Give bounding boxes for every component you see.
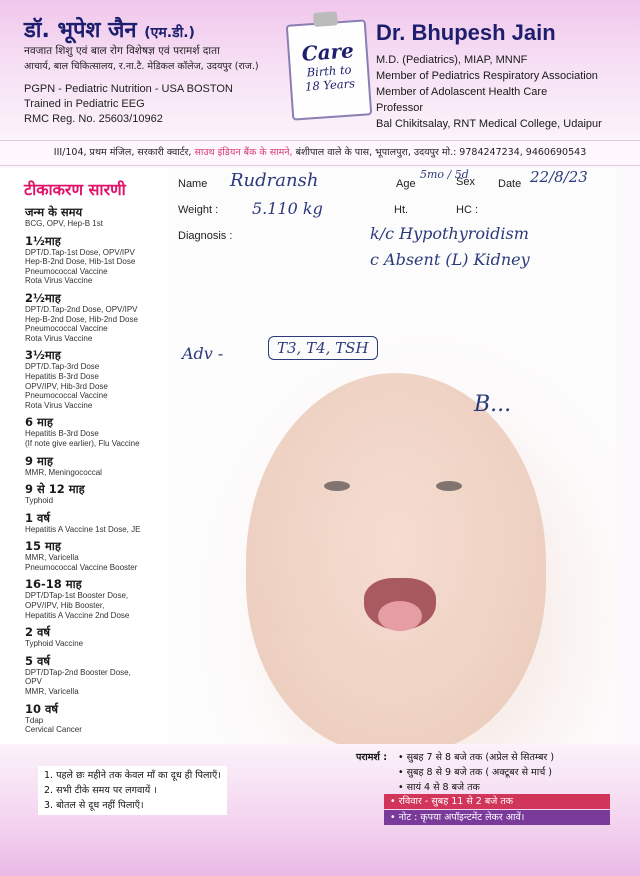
height-label: Ht. [394,204,409,216]
address-landmark: साउथ इंडियन बैंक के सामने, [194,147,293,158]
paramarsh-label: परामर्श : [356,752,387,763]
diagnosis-line1: k/c Hypothyroidism [370,224,529,243]
schedule-vaccine: Hepatitis A Vaccine 1st Dose, JE [25,524,141,534]
note-band: • नोट : कृपया अपॉइन्टमेंट लेकर आवें। [384,810,610,825]
weight-label: Weight : [178,204,219,216]
hc-label: HC : [456,204,478,216]
schedule-age: 10 वर्ष [25,701,59,716]
baby-right-eye [436,481,462,491]
schedule-vaccine: Hepatitis A Vaccine 2nd Dose [25,610,130,620]
name-value: Rudransh [230,170,319,191]
schedule-vaccine: Cervical Cancer [25,725,82,735]
schedule-vaccine: DPT/DTap-1st Booster Dose, [25,591,129,601]
schedule-vaccine: OPV/IPV, Hib-3rd Dose [25,381,108,391]
schedule-age: 9 से 12 माह [25,482,85,497]
address-contact: बंशीपाल वाले के पास, भूपालपुरा, उदयपुर मो.: 9784247234, 9460690543 [295,147,587,158]
advice-label: Adv - [182,344,224,363]
timing-list [398,750,554,795]
schedule-vaccine: DPT/D.Tap-3rd Dose [25,362,100,372]
membership-2: Member of Adolascent Health Care [376,86,548,98]
doctor-name-hindi-text: डॉ. भूपेश जैन [24,18,137,43]
sex-label: Sex [456,176,475,188]
schedule-vaccine: BCG, OPV, Hep-B 1st [25,219,103,228]
vaccination-sidebar [0,168,169,744]
footer [0,744,640,876]
schedule-vaccine: Pneumococcal Vaccine Booster [25,562,138,572]
schedule-vaccine: OPV [25,677,42,687]
schedule-vaccine: OPV/IPV, Hib Booster, [25,601,105,611]
timing-item: • सायं 4 से 8 बजे तक [398,782,480,793]
consultation-timings [356,750,387,765]
advice-item: 3. बोतल से दूध नहीं पिलाएँ। [44,800,144,811]
letterhead-left [24,14,294,127]
schedule-vaccine: Hepatitis B-3rd Dose [25,371,99,381]
schedule-vaccine: DPT/D.Tap-2nd Dose, OPV/IPV [25,304,138,314]
schedule-vaccine: Typhoid Vaccine [25,639,84,649]
schedule-vaccine: DPT/D.Tap-1st Dose, OPV/IPV [25,247,135,257]
diagnosis-line2: c Absent (L) Kidney [370,250,530,269]
eeg-line: Trained in Pediatric EEG [24,98,145,110]
schedule-age: 16-18 माह [25,577,82,592]
doctor-name-english: Dr. Bhupesh Jain [376,20,556,45]
schedule-vaccine: Hep-B-2nd Dose, Hib-1st Dose [25,257,136,267]
clipboard-clip-icon [313,11,338,27]
age-label: Age [396,178,416,190]
address-bar [0,140,640,166]
baby-photo [246,373,546,744]
schedule-vaccine: Rota Virus Vaccine [25,276,93,286]
address-text: III/104, प्रथम मंजिल, सरकारी क्वार्टर, [53,147,192,158]
schedule-age: 5 वर्ष [25,653,51,668]
timing-item: • सुबह 7 से 8 बजे तक (अप्रेल से सितम्बर ) [398,752,555,763]
prescription-form [168,168,616,744]
qualifications: M.D. (Pediatrics), MIAP, MNNF [376,54,528,66]
doctor-name-hindi [24,14,294,44]
advice-value: T3, T4, TSH [268,336,378,360]
schedule-age: 2 वर्ष [25,625,51,640]
schedule-age: जन्म के समय [25,205,83,219]
schedule-vaccine: Pneumococcal Vaccine [25,324,108,334]
vaccination-title: टीकाकरण सारणी [24,180,126,199]
schedule-vaccine: MMR, Varicella [25,553,79,563]
doctor-degree-hindi: (एम.डी.) [144,25,195,41]
specialty-hindi: नवजात शिशु एवं बाल रोग विशेषज्ञ एवं परामर्श दाता [24,45,220,57]
weight-value: 5.110 kg [252,199,323,218]
schedule-age: 1½माह [25,233,61,248]
timing-item: • सुबह 8 से 9 बजे तक ( अक्टूबर से मार्च ) [398,767,552,778]
care-line2: 18 Years [304,76,356,94]
care-line1: Birth to [306,62,352,80]
advice-item: 1. पहले छः महीने तक केवल माँ का दूध ही पिलाएँ। [44,770,221,781]
designation-hindi: आचार्य, बाल चिकित्सालय, र.ना.टै. मेडिकल कॉलेज, उदयपुर (राज.) [24,61,259,72]
sunday-band: • रविवार - सुबह 11 से 2 बजे तक [384,794,610,809]
schedule-age: 1 वर्ष [25,510,51,525]
schedule-vaccine: Hep-B-2nd Dose, Hib-2nd Dose [25,314,138,324]
schedule-vaccine: Pneumococcal Vaccine [25,391,108,401]
schedule-age: 2½माह [25,290,61,305]
schedule-vaccine: Tdap [25,715,44,725]
date-label: Date [498,178,522,190]
care-badge [286,19,373,120]
advice-item: 2. सभी टीके समय पर लगवायें । [44,785,157,796]
schedule-vaccine: Rota Virus Vaccine [25,333,93,343]
position: Professor [376,102,424,114]
letterhead [0,0,640,138]
schedule-age: 9 माह [25,453,53,468]
name-label: Name [178,178,208,190]
pgpn-line: PGPN - Pediatric Nutrition - USA BOSTON [24,83,233,95]
care-title: Care [300,38,355,66]
schedule-vaccine: Hepatitis B-3rd Dose [25,429,99,439]
doctor-signature: B... [474,392,512,417]
baby-tongue [378,601,422,631]
rmc-line: RMC Reg. No. 25603/10962 [24,113,163,125]
vaccination-schedule [25,205,168,735]
schedule-vaccine: Rota Virus Vaccine [25,400,93,410]
schedule-age: 6 माह [25,415,53,430]
schedule-vaccine: (If note give earlier), Flu Vaccine [25,438,140,448]
patient-advice [38,766,227,815]
membership-1: Member of Pediatrics Respiratory Association [376,70,598,82]
hospital: Bal Chikitsalay, RNT Medical College, Udaipur [376,118,602,130]
schedule-vaccine: DPT/DTap-2nd Booster Dose, [25,667,131,677]
schedule-vaccine: Pneumococcal Vaccine [25,266,108,276]
baby-left-eye [324,481,350,491]
schedule-vaccine: MMR, Varicella [25,687,79,697]
age-value: 5mo / 5d [420,168,469,181]
date-value: 22/8/23 [530,168,588,186]
schedule-vaccine: MMR, Meningococcal [25,467,102,477]
schedule-age: 3½माह [25,348,61,363]
diagnosis-label: Diagnosis : [178,230,233,242]
letterhead-right [376,20,636,132]
schedule-vaccine: Typhoid [25,496,54,506]
schedule-age: 15 माह [25,539,61,554]
